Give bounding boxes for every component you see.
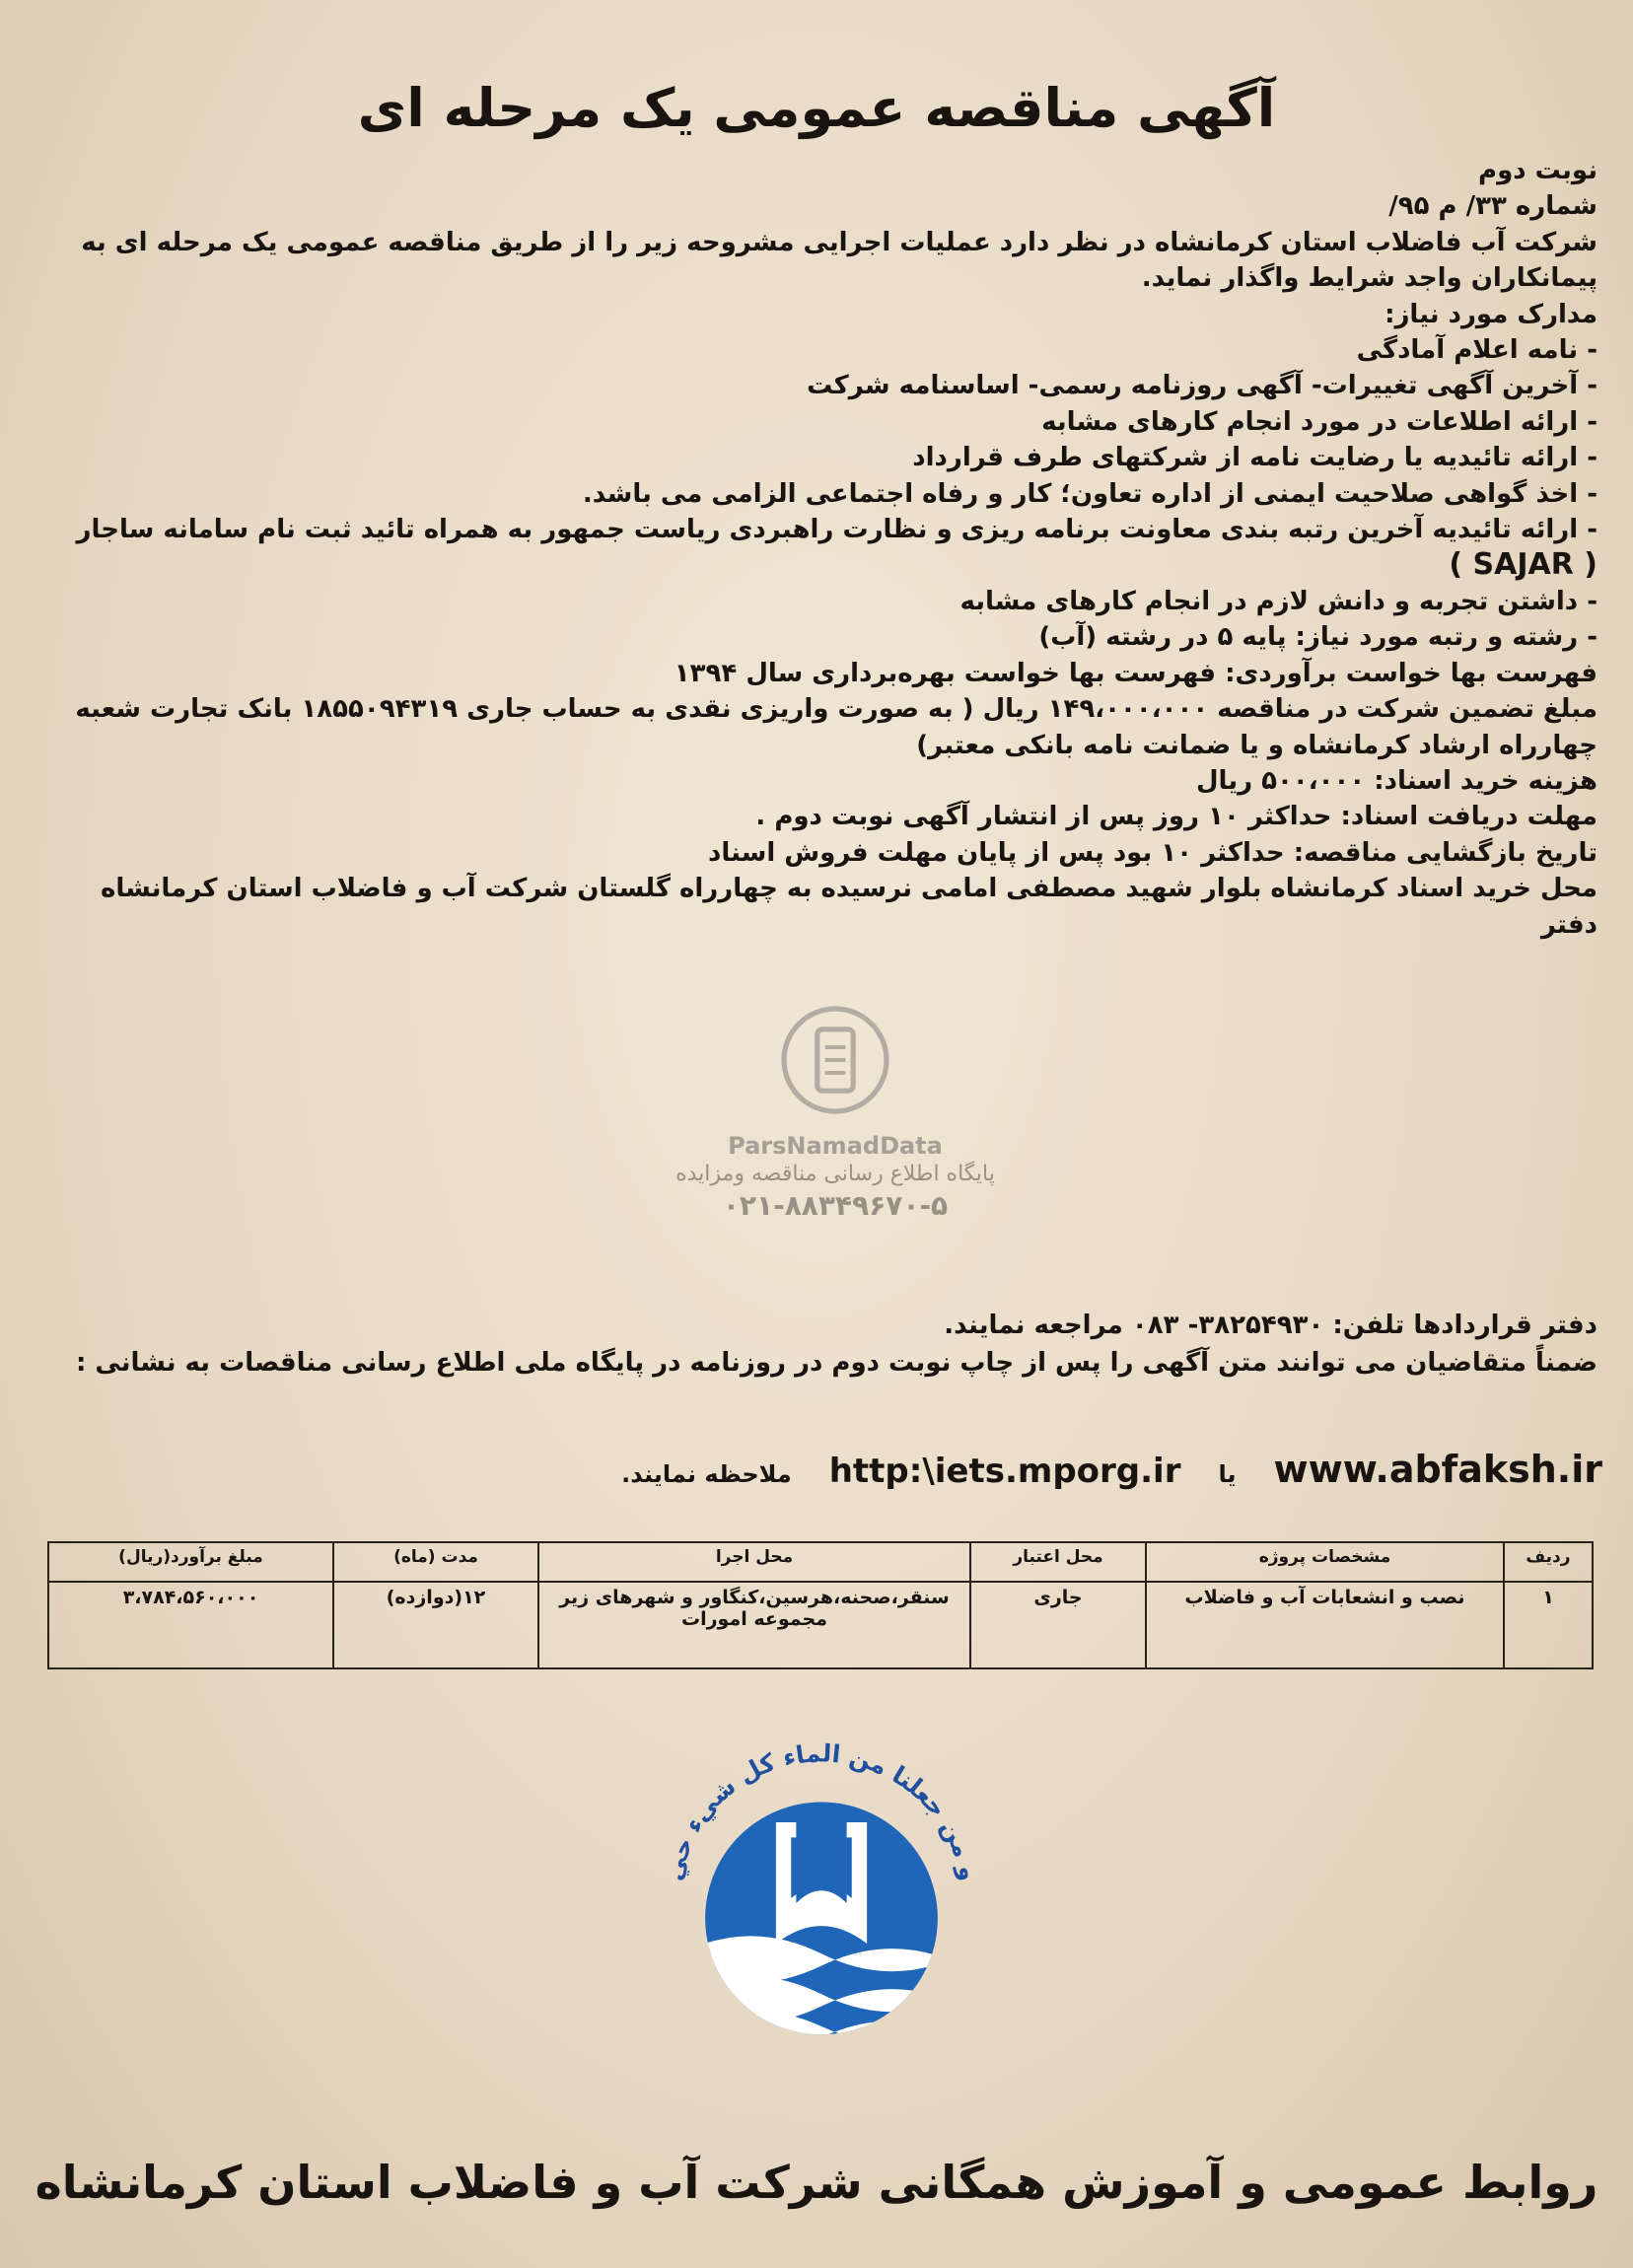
watermark-tagline: پایگاه اطلاع رسانی مناقصه ومزایده [675,1162,995,1186]
column-header: مبلغ برآورد(ریال) [48,1542,333,1582]
doc-item: - ارائه تائیدیه آخرین رتبه بندی معاونت برنامه ریزی و نظارت راهبردی ریاست جمهور به همراه تائید ثبت نام سامانه ساجار [76,515,1598,545]
duration-cell: ۱۲(دوازده) [333,1582,538,1668]
doc-item: - آخرین آگهی تغییرات- آگهی روزنامه رسمی- اساسنامه شرکت [807,371,1598,401]
purchase-location: محل خرید اسناد کرمانشاه بلوار شهید مصطفی امامی نرسیده به چهارراه گلستان شرکت آب و فاضلاب استان کرمانشاه دفتر [101,874,1598,940]
abfaksh-url: www.abfaksh.ir [1273,1448,1602,1491]
opening-date: تاریخ بازگشایی مناقصه: حداکثر ۱۰ بود پس از پایان مهلت فروش اسناد [708,837,1598,868]
column-header: محل اعتبار [970,1542,1146,1582]
row-number-cell: ۱ [1504,1582,1593,1668]
iets-url: http:\iets.mporg.ir [828,1452,1181,1491]
watermark-phone: ۰۲۱-۸۸۳۴۹۶۷۰-۵ [722,1189,949,1222]
doc-item: - نامه اعلام آمادگی [1356,335,1598,366]
guarantee-amount: مبلغ تضمین شرکت در مناقصه ۱۴۹،۰۰۰،۰۰۰ ریال ( به صورت واریزی نقدی به حساب جاری ۱۸۵۵۰۹۴۳۱۹ بانک تجارت شعبه چهارراه ارشاد کرمانشاه و یا ضمانت نامه بانکی معتبر) [75,694,1598,760]
doc-item: - اخذ گواهی صلاحیت ایمنی از اداره تعاون؛ کار و رفاه اجتماعی الزامی می باشد. [582,478,1598,509]
watermark-brand: ParsNamadData [728,1132,943,1160]
column-header: مشخصات پروژه [1146,1542,1504,1582]
footer-signature: روابط عمومی و آموزش همگانی شرکت آب و فاضلاب استان کرمانشاه [35,2156,1598,2209]
doc-item: - ارائه اطلاعات در مورد انجام کارهای مشابه [1041,406,1598,437]
notice-body [49,153,1598,943]
url-line [94,1448,1602,1491]
requirement-item: - داشتن تجربه و دانش لازم در انجام کارهای مشابه [959,586,1598,616]
contact-block [49,1307,1598,1382]
project-cell: نصب و انشعابات آب و فاضلاب [1146,1582,1504,1668]
docs-heading: مدارک مورد نیاز: [1384,299,1598,329]
online-notice: ضمناً متقاضیان می توانند متن آگهی را پس از چاپ نوبت دوم در روزنامه در پایگاه ملی اطلاع رسانی مناقصات به نشانی : [75,1348,1598,1378]
estimate-cell: ۳،۷۸۴،۵۶۰،۰۰۰ [48,1582,333,1668]
notice-round: نوبت دوم [1478,156,1598,185]
table-header-row [48,1542,1593,1582]
column-header: مدت (ماه) [333,1542,538,1582]
document-deadline: مهلت دریافت اسناد: حداکثر ۱۰ روز پس از انتشار آگهی نوبت دوم . [755,802,1598,832]
tender-table [47,1541,1594,1669]
notice-number: شماره ۳۳/ م ۹۵/ [1388,191,1598,222]
watermark-logo-icon [771,996,899,1124]
table-row [48,1582,1593,1668]
column-header: محل اجرا [538,1542,970,1582]
url-tail: ملاحظه نمایند. [621,1460,792,1488]
funding-cell: جاری [970,1582,1146,1668]
doc-item: - ارائه تائیدیه یا رضایت نامه از شرکتهای طرف قرارداد [912,443,1598,473]
requirement-item: - رشته و رتبه مورد نیاز: پایه ۵ در رشته (آب) [1038,622,1598,653]
url-or: یا [1218,1460,1237,1488]
contracts-phone: دفتر قراردادها تلفن: ۳۸۲۵۴۹۳۰- ۰۸۳ مراجعه نمایند. [944,1311,1598,1340]
notice-intro: شرکت آب فاضلاب استان کرمانشاه در نظر دارد عملیات اجرایی مشروحه زیر را از طریق مناقصه عمومی یک مرحله ای به پیمانکاران واجد شرایط واگذار نماید. [81,227,1598,294]
logo-motto: و من جعلنا من الماء كل شيء حي [659,1738,984,1883]
price-list: فهرست بها خواست برآوردی: فهرست بها خواست بهره‌برداری سال ۱۳۹۴ [674,658,1598,688]
parsnamad-watermark [604,996,1067,1282]
execution-place-cell: سنقر،صحنه،هرسین،کنگاور و شهرهای زیر مجموعه امورات [538,1582,970,1668]
sajar-label: ( SAJAR ) [1449,547,1598,583]
notice-title: آگهی مناقصه عمومی یک مرحله ای [357,77,1276,139]
water-company-logo-icon [619,1701,1024,2105]
document-fee: هزینه خرید اسناد: ۵۰۰،۰۰۰ ریال [1196,765,1598,796]
column-header: ردیف [1504,1542,1593,1582]
